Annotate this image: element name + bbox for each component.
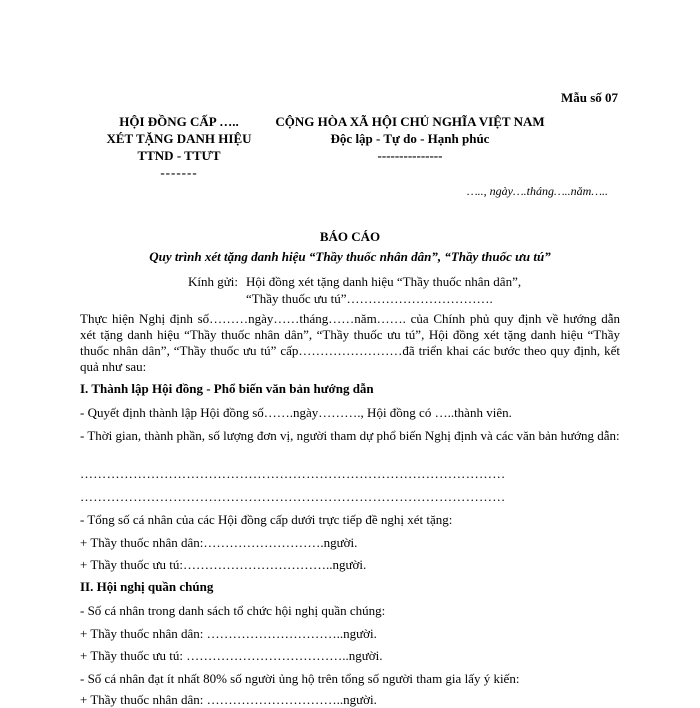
section-2-item-5: + Thầy thuốc nhân dân: …………………………..người. (80, 692, 377, 707)
report-subtitle: Quy trình xét tặng danh hiệu “Thầy thuốc nhân dân”, “Thầy thuốc ưu tú” (149, 249, 551, 264)
section-1-heading: I. Thành lập Hội đồng - Phổ biến văn bản hướng dẫn (80, 381, 374, 396)
recipient-block (188, 273, 558, 307)
section-2-heading: II. Hội nghị quần chúng (80, 579, 214, 594)
authority-separator: ------- (160, 165, 198, 180)
form-code: Mẫu số 07 (560, 90, 618, 105)
date-line: ….., ngày….tháng…..năm….. (466, 184, 608, 198)
section-2-item-2: + Thầy thuốc nhân dân: …………………………..người. (80, 626, 377, 641)
authority-line-2: XÉT TẶNG DANH HIỆU (106, 131, 252, 146)
authority-line-1: HỘI ĐỒNG CẤP ….. (119, 114, 239, 129)
authority-line-3: TTND - TTƯT (137, 148, 221, 163)
recipient-text: Hội đồng xét tặng danh hiệu “Thầy thuốc nhân dân”, “Thầy thuốc ưu tú”……………………………. (246, 274, 522, 306)
report-title: BÁO CÁO (319, 229, 381, 244)
section-1-dotted-line-2: …………………………………………………………………………………… (80, 489, 506, 504)
issuing-authority-header (84, 113, 274, 181)
section-2-item-3: + Thầy thuốc ưu tú: ………………………………..người. (80, 648, 383, 663)
country-name: CỘNG HÒA XÃ HỘI CHỦ NGHĨA VIỆT NAM (275, 114, 545, 129)
section-1-item-4: + Thầy thuốc nhân dân:……………………….người. (80, 535, 358, 550)
national-header (270, 113, 550, 164)
section-1-item-5: + Thầy thuốc ưu tú:……………………………..người. (80, 557, 367, 572)
section-1-item-2: - Thời gian, thành phần, số lượng đơn vị, người tham dự phổ biến Nghị định và các văn bản hướng dẫn: (80, 428, 620, 443)
recipient-label: Kính gửi: (188, 274, 239, 289)
section-1-item-3: - Tổng số cá nhân của các Hội đồng cấp dưới trực tiếp đề nghị xét tặng: (80, 512, 453, 527)
section-1-dotted-line-1: …………………………………………………………………………………… (80, 466, 506, 481)
national-separator: --------------- (377, 148, 443, 163)
intro-paragraph: Thực hiện Nghị định số………ngày……tháng……năm……. của Chính phủ quy định về hướng dẫn xét tặng danh hiệu “Thầy thuốc nhân dân”, “Thầy thuốc ưu tú”, Hội đồng xét tặng danh hiệu “Thầy thuốc nhân dân”, “Thầy thuốc ưu tú” cấp……………………đã triển khai các bước theo quy định, kết quả như sau: (80, 311, 620, 374)
section-2-item-1: - Số cá nhân trong danh sách tổ chức hội nghị quần chúng: (80, 603, 386, 618)
section-2-item-4: - Số cá nhân đạt ít nhất 80% số người ủng hộ trên tổng số người tham gia lấy ý kiến: (80, 671, 520, 686)
section-1-item-1: - Quyết định thành lập Hội đồng số…….ngày………., Hội đồng có …..thành viên. (80, 405, 512, 420)
national-motto: Độc lập - Tự do - Hạnh phúc (330, 131, 490, 146)
